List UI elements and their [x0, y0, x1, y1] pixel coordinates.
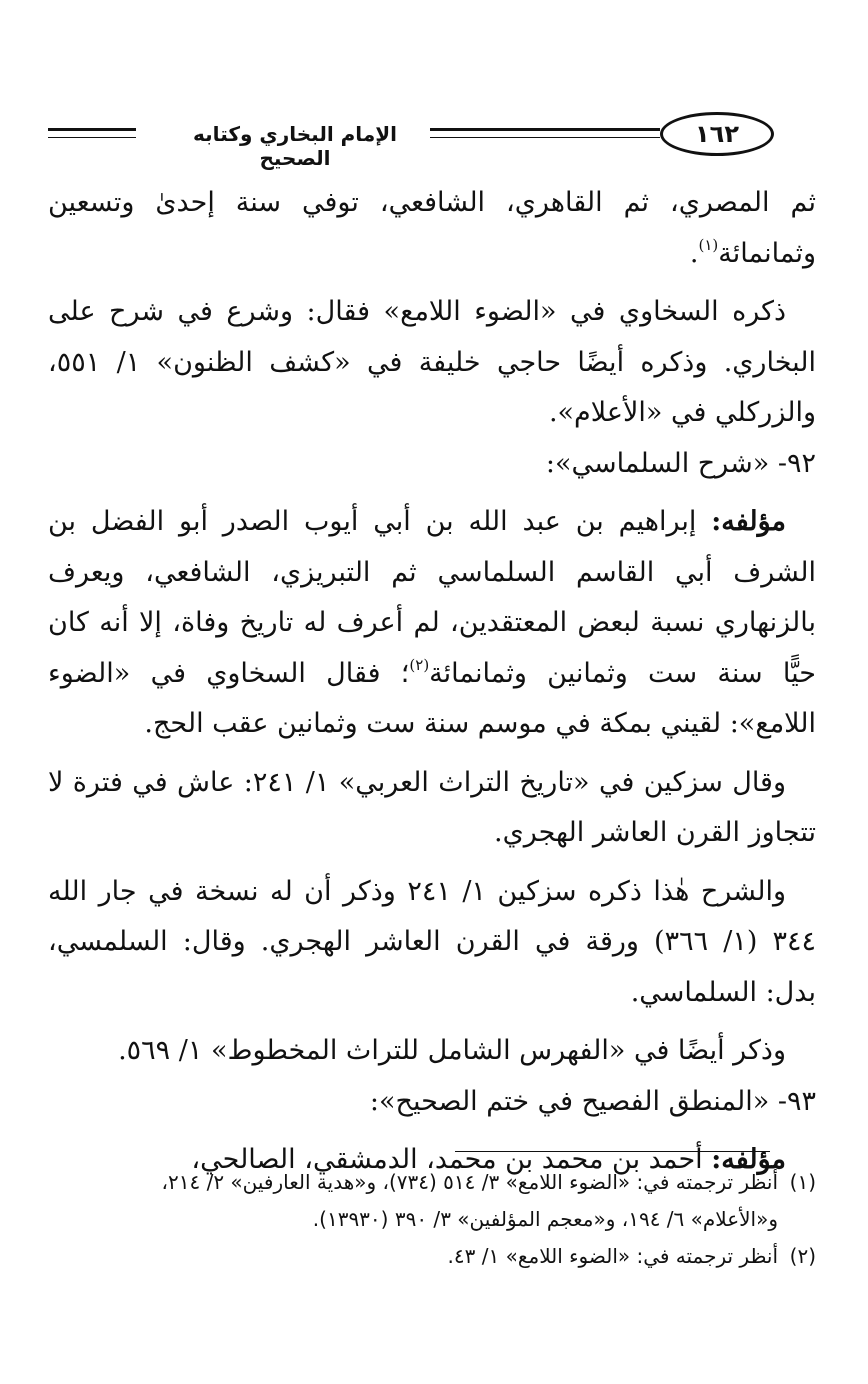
item-92-author-label: مؤلفه: — [711, 506, 786, 537]
footnotes — [48, 1164, 816, 1275]
item-92-author-end: ؛ فقال السخاوي في «الضوء اللامع»: لقيني بمكة في موسم سنة ست وثمانين عقب الحج. — [48, 657, 816, 739]
running-title: الإمام البخاري وكتابه الصحيح — [160, 122, 430, 170]
footnote-2-number: (٢) — [789, 1244, 816, 1268]
paragraph-1-text: ثم المصري، ثم القاهري، الشافعي، توفي سنة إحدىٰ وتسعين وثمانمائة — [48, 187, 816, 269]
paragraph-sharh: والشرح هٰذا ذكره سزكين ١/ ٢٤١ وذكر أن له نسخة في جار الله ٣٤٤ (١/ ٣٦٦) ورقة في القرن العاشر الهجري. وقال: السلمسي، بدل: السلماسي. — [48, 875, 816, 1008]
page-header — [48, 112, 770, 170]
footnote-1-number: (١) — [789, 1170, 816, 1194]
footnote-separator — [455, 1151, 770, 1152]
footnote-1-continuation: و«الأعلام» ٦/ ١٩٤، و«معجم المؤلفين» ٣/ ٣٩٠ (١٣٩٣٠). — [312, 1207, 778, 1231]
item-93-author-label: مؤلفه: — [711, 1144, 786, 1175]
paragraph-1 — [48, 178, 816, 279]
paragraph-sezgin: وقال سزكين في «تاريخ التراث العربي» ١/ ٢٤١: عاش في فترة لا تتجاوز القرن العاشر الهجري. — [48, 766, 816, 848]
main-text — [48, 178, 816, 1186]
footnote-1 — [48, 1164, 816, 1201]
item-92-author — [48, 497, 816, 750]
item-92-author-text: إبراهيم بن عبد الله بن أبي أيوب الصدر أبو الفضل بن الشرف أبي القاسم السلماسي ثم التبريزي، الشافعي، ويعرف بالزنهاري نسبة لبعض المعتقدين، لم أعرف له تاريخ وفاة، إلا أنه كان حيًّا سنة ست وثمانين وثمانمائة — [48, 506, 816, 689]
paragraph-2: ذكره السخاوي في «الضوء اللامع» فقال: وشرع في شرح على البخاري. وذكره أيضًا حاجي خليفة في «كشف الظنون» ١/ ٥٥١، والزركلي في «الأعلام». — [48, 296, 816, 428]
footnote-ref-2[interactable]: (٢) — [409, 655, 430, 674]
page-number: ١٦٢ — [660, 112, 774, 156]
header-rule-left-bottom — [48, 137, 136, 138]
paragraph-1-end: . — [689, 237, 699, 269]
footnote-ref-1[interactable]: (١) — [698, 235, 719, 254]
paragraph-fihris: وذكر أيضًا في «الفهرس الشامل للتراث المخطوط» ١/ ٥٦٩. — [118, 1035, 786, 1066]
footnote-2-line-1: أنظر ترجمته في: «الضوء اللامع» ١/ ٤٣. — [447, 1244, 778, 1268]
header-rule-left-top — [48, 128, 136, 131]
footnote-1-line-1: أنظر ترجمته في: «الضوء اللامع» ٣/ ٥١٤ (٧٣٤)، و«هدية العارفين» ٢/ ٢١٤، — [161, 1170, 778, 1194]
item-92-heading: ٩٢- «شرح السلماسي»: — [545, 447, 816, 479]
item-93-author-text: أحمد بن محمد بن محمد، الدمشقي، الصالحي، — [191, 1144, 712, 1175]
footnote-2 — [48, 1238, 816, 1275]
item-93-heading: ٩٣- «المنطق الفصيح في ختم الصحيح»: — [369, 1085, 816, 1117]
